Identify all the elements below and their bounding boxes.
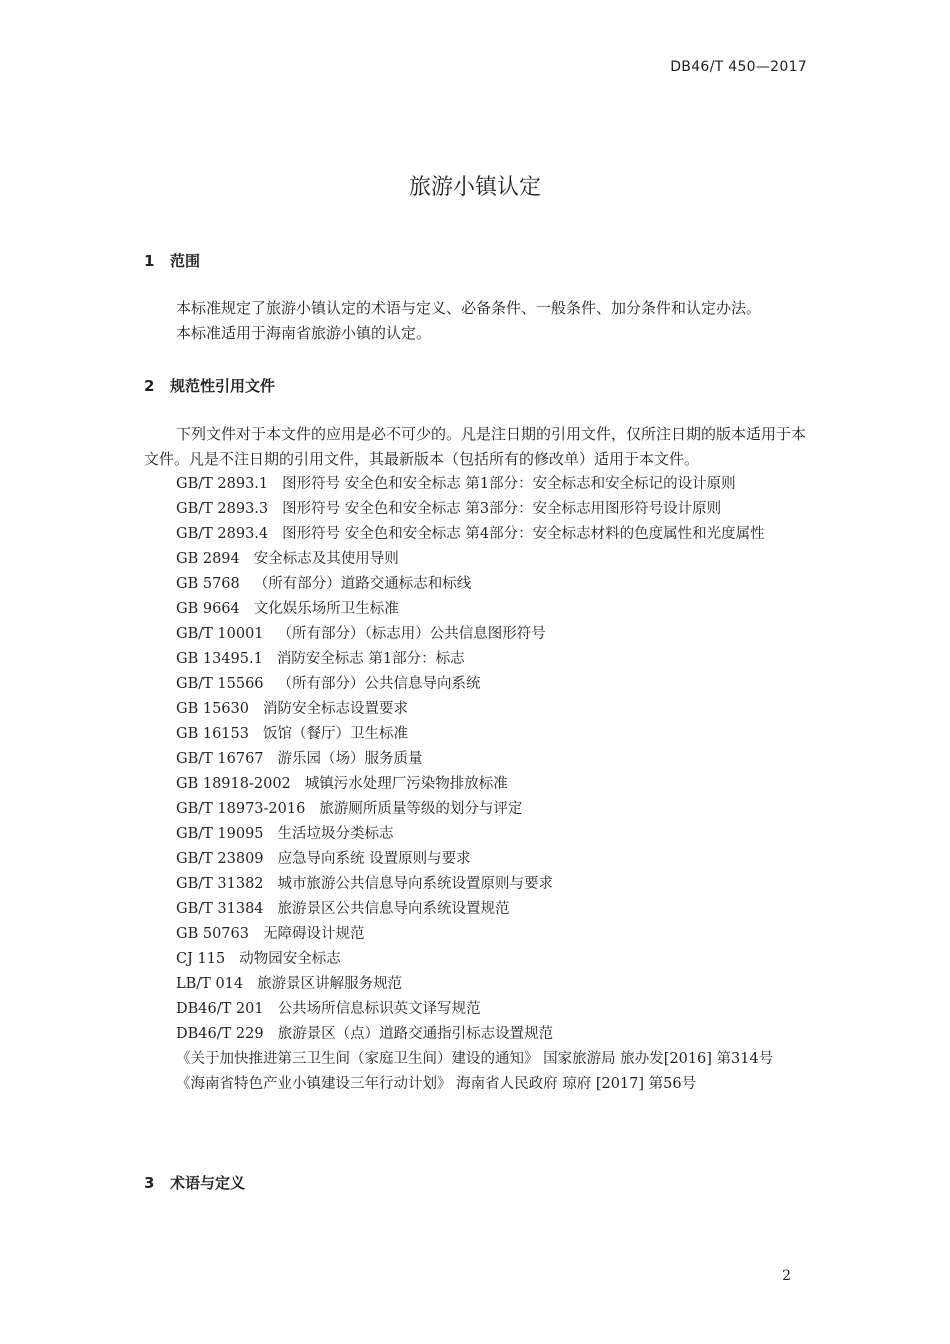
reference-title: 饭馆（餐厅）卫生标准 xyxy=(262,726,408,742)
section-heading-3 xyxy=(144,1172,245,1193)
reference-item xyxy=(144,547,808,572)
reference-title: 城镇污水处理厂污染物排放标准 xyxy=(304,776,508,792)
reference-item xyxy=(144,847,808,872)
reference-item xyxy=(144,1022,808,1047)
reference-item xyxy=(144,872,808,897)
reference-code: GB/T 19095 xyxy=(176,826,264,842)
reference-item xyxy=(144,497,808,522)
references-intro: 下列文件对于本文件的应用是必不可少的。凡是注日期的引用文件，仅所注日期的版本适用于本文件。凡是不注日期的引用文件，其最新版本（包括所有的修改单）适用于本文件。 xyxy=(144,425,807,468)
reference-title: 动物园安全标志 xyxy=(239,951,341,967)
page-number: 2 xyxy=(782,1268,791,1284)
reference-code: GB/T 2893.4 xyxy=(176,526,269,542)
reference-title: 生活垃圾分类标志 xyxy=(277,826,394,842)
reference-item xyxy=(144,647,808,672)
reference-title: 旅游景区公共信息导向系统设置规范 xyxy=(277,901,510,917)
reference-item xyxy=(144,697,808,722)
reference-code: GB/T 2893.3 xyxy=(176,501,269,517)
reference-code: GB/T 31382 xyxy=(176,876,264,892)
reference-item xyxy=(144,797,808,822)
reference-title: 消防安全标志 第1部分：标志 xyxy=(276,651,465,667)
reference-item xyxy=(144,922,808,947)
reference-title: 旅游景区讲解服务规范 xyxy=(257,976,403,992)
reference-title: （所有部分）公共信息导向系统 xyxy=(277,676,481,692)
paragraph: 本标准适用于海南省旅游小镇的认定。 xyxy=(176,324,432,342)
section-number: 2 xyxy=(144,377,155,395)
section-title: 术语与定义 xyxy=(170,1174,246,1192)
reference-item xyxy=(144,1047,808,1072)
reference-title: 无障碍设计规范 xyxy=(262,926,365,942)
section-title: 范围 xyxy=(170,252,201,270)
reference-code: GB/T 2893.1 xyxy=(176,476,269,492)
reference-item xyxy=(144,747,808,772)
reference-title: 《海南省特色产业小镇建设三年行动计划》 海南省人民政府 琼府 [2017] 第56号 xyxy=(176,1076,697,1092)
reference-title: （所有部分）道路交通标志和标线 xyxy=(253,576,472,592)
reference-code: GB/T 31384 xyxy=(176,901,264,917)
paragraph: 本标准规定了旅游小镇认定的术语与定义、必备条件、一般条件、加分条件和认定办法。 xyxy=(176,299,762,317)
reference-code: GB/T 10001 xyxy=(176,626,264,642)
reference-code: GB/T 16767 xyxy=(176,751,264,767)
references-list xyxy=(144,472,808,1097)
reference-item xyxy=(144,472,808,497)
reference-code: GB 13495.1 xyxy=(176,651,263,667)
section-number: 1 xyxy=(144,252,155,270)
reference-title: 图形符号 安全色和安全标志 第3部分：安全标志用图形符号设计原则 xyxy=(282,501,722,517)
reference-code: GB 9664 xyxy=(176,601,240,617)
reference-code: GB 5768 xyxy=(176,576,240,592)
reference-title: 旅游景区（点）道路交通指引标志设置规范 xyxy=(277,1026,554,1042)
reference-item xyxy=(144,972,808,997)
section-1-body xyxy=(144,296,808,346)
reference-title: 公共场所信息标识英文译写规范 xyxy=(277,1001,481,1017)
section-title: 规范性引用文件 xyxy=(170,377,276,395)
reference-item xyxy=(144,572,808,597)
reference-item xyxy=(144,722,808,747)
reference-item xyxy=(144,947,808,972)
reference-title: 安全标志及其使用导则 xyxy=(253,551,399,567)
standard-code-header: DB46/T 450—2017 xyxy=(670,59,807,75)
reference-code: GB 2894 xyxy=(176,551,240,567)
reference-code: GB/T 23809 xyxy=(176,851,264,867)
reference-code: GB 16153 xyxy=(176,726,249,742)
reference-title: 消防安全标志设置要求 xyxy=(262,701,408,717)
reference-code: DB46/T 201 xyxy=(176,1001,264,1017)
reference-code: LB/T 014 xyxy=(176,976,244,992)
reference-item xyxy=(144,522,808,547)
section-heading-2 xyxy=(144,375,275,396)
reference-code: DB46/T 229 xyxy=(176,1026,264,1042)
reference-item xyxy=(144,997,808,1022)
reference-title: 图形符号 安全色和安全标志 第4部分：安全标志材料的色度属性和光度属性 xyxy=(282,526,765,542)
reference-item xyxy=(144,822,808,847)
reference-title: 游乐园（场）服务质量 xyxy=(277,751,423,767)
reference-code: GB/T 18973-2016 xyxy=(176,801,306,817)
section-number: 3 xyxy=(144,1174,155,1192)
reference-code: GB 15630 xyxy=(176,701,249,717)
reference-title: 应急导向系统 设置原则与要求 xyxy=(277,851,471,867)
reference-title: （所有部分）（标志用）公共信息图形符号 xyxy=(277,626,546,642)
reference-code: CJ 115 xyxy=(176,951,226,967)
reference-item xyxy=(144,897,808,922)
reference-item xyxy=(144,672,808,697)
reference-item xyxy=(144,1072,808,1097)
reference-title: 旅游厕所质量等级的划分与评定 xyxy=(319,801,523,817)
section-heading-1 xyxy=(144,250,200,271)
reference-code: GB/T 15566 xyxy=(176,676,264,692)
reference-title: 文化娱乐场所卫生标准 xyxy=(253,601,399,617)
reference-title: 城市旅游公共信息导向系统设置原则与要求 xyxy=(277,876,554,892)
reference-item xyxy=(144,597,808,622)
reference-item xyxy=(144,772,808,797)
reference-code: GB 50763 xyxy=(176,926,249,942)
document-title: 旅游小镇认定 xyxy=(408,175,541,200)
reference-title: 图形符号 安全色和安全标志 第1部分：安全标志和安全标记的设计原则 xyxy=(282,476,736,492)
reference-item xyxy=(144,622,808,647)
reference-title: 《关于加快推进第三卫生间（家庭卫生间）建设的通知》 国家旅游局 旅办发[2016] 第314号 xyxy=(176,1051,774,1067)
reference-code: GB 18918-2002 xyxy=(176,776,291,792)
